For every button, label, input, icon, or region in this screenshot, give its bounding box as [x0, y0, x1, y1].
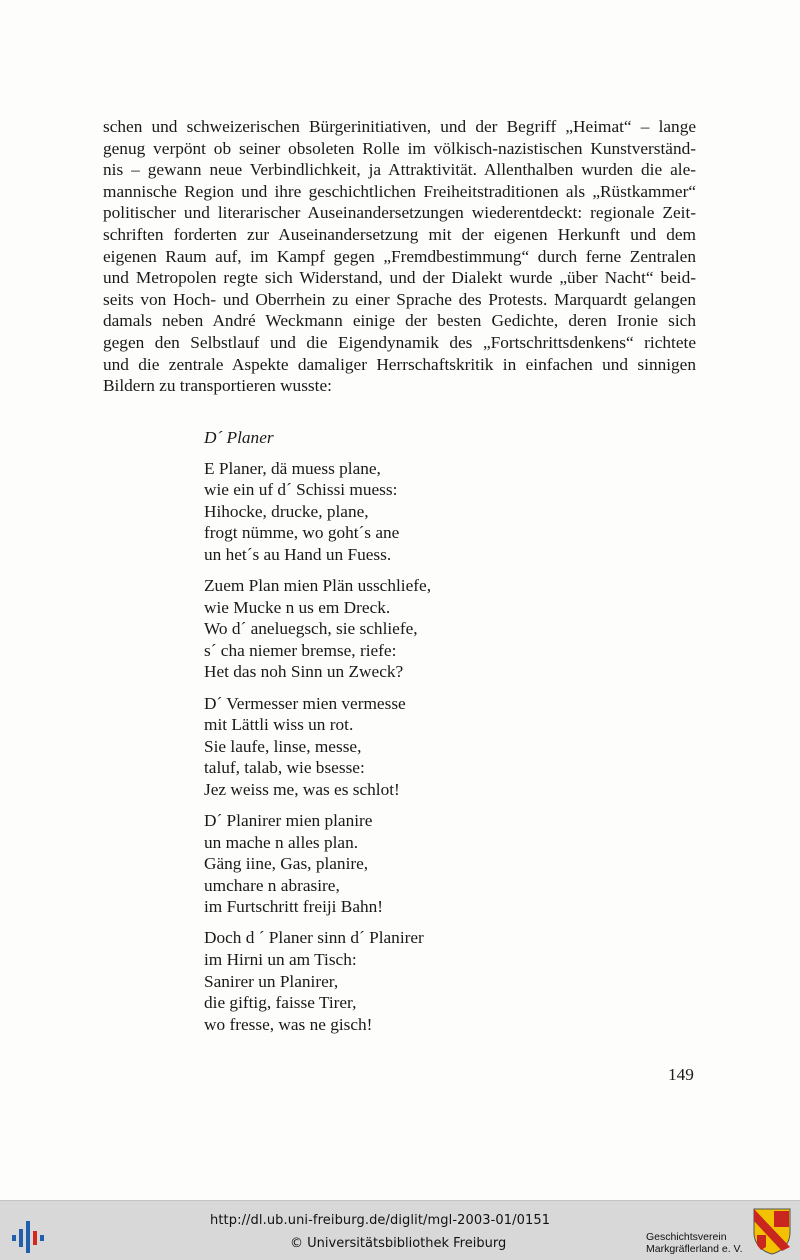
paragraph-line: und die zentrale Aspekte damaliger Herrschaftskritik in einfachen und sinnigen: [103, 354, 696, 374]
paragraph-line: Bildern zu transportieren wusste:: [103, 376, 332, 396]
poem-stanza: [204, 927, 624, 1035]
ub-freiburg-logo-icon[interactable]: [10, 1209, 52, 1255]
markgraeflerland-crest-icon[interactable]: [752, 1207, 792, 1255]
poem-verse: Gäng iine, Gas, planire,: [204, 854, 369, 874]
poem-stanza: [204, 810, 624, 918]
poem-verse: Sie laufe, linse, messe,: [204, 736, 362, 756]
paragraph-line: seits von Hoch- und Oberrhein zu einer Sprache des Protests. Marquardt gelangen: [103, 289, 696, 309]
society-name[interactable]: [646, 1231, 743, 1255]
poem-verse: Sanirer un Planirer,: [204, 971, 339, 991]
copyright-notice: © Universitätsbibliothek Freiburg: [290, 1236, 507, 1251]
poem: [204, 427, 624, 1045]
poem-verse: Zuem Plan mien Plän usschliefe,: [204, 576, 432, 596]
poem-verse: umchare n abrasire,: [204, 875, 340, 895]
paragraph-line: schriften forderten zur Auseinandersetzung mit der eigenen Herkunft und dem: [103, 224, 696, 244]
poem-verse: Hihocke, drucke, plane,: [204, 501, 369, 521]
poem-verse: Wo d´ aneluegsch, sie schliefe,: [204, 619, 418, 639]
paragraph-line: politischer und literarischer Auseinandersetzungen wiederentdeckt: regionale Zeit-: [103, 203, 696, 223]
poem-stanza: [204, 693, 624, 801]
poem-stanza: [204, 575, 624, 683]
poem-stanza: [204, 458, 624, 566]
viewer-footer: [0, 1200, 800, 1260]
poem-verse: D´ Planirer mien planire: [204, 811, 373, 830]
poem-verse: Jez weiss me, was es schlot!: [204, 779, 400, 799]
poem-verse: im Hirni un am Tisch:: [204, 950, 357, 970]
paragraph-line: damals neben André Weckmann einige der besten Gedichte, deren Ironie sich: [103, 311, 696, 331]
paragraph-line: gegen den Selbstlauf und die Eigendynamik des „Fortschrittsdenkens“ richtete: [103, 332, 696, 352]
society-name-line1: Geschichtsverein: [646, 1231, 727, 1243]
poem-stanzas: [204, 458, 624, 1036]
poem-verse: im Furtschritt freiji Bahn!: [204, 897, 384, 917]
poem-verse: wie ein uf d´ Schissi muess:: [204, 480, 398, 500]
paragraph-line: nis – gewann neue Verbindlichkeit, ja Attraktivität. Allenthalben wurden die ale-: [103, 160, 696, 180]
poem-verse: wo fresse, was ne gisch!: [204, 1014, 373, 1034]
poem-verse: mit Lättli wiss un rot.: [204, 715, 354, 735]
poem-verse: Het das noh Sinn un Zweck?: [204, 662, 404, 682]
poem-title: D´ Planer: [204, 428, 274, 447]
paragraph-line: mannische Region und ihre geschichtlichen Freiheitstraditionen als „Rüstkammer“: [103, 181, 696, 201]
paragraph-line: genug verpönt ob seiner obsoleten Rolle im völkisch-nazistischen Kunstverständ-: [103, 138, 696, 158]
poem-verse: Doch d ´ Planer sinn d´ Planirer: [204, 928, 424, 948]
society-name-line2: Markgräflerland e. V.: [646, 1243, 743, 1255]
poem-verse: frogt nümme, wo goht´s ane: [204, 523, 400, 543]
poem-verse: un het´s au Hand un Fuess.: [204, 544, 392, 564]
paragraph-line: eigenen Raum auf, im Kampf gegen „Fremdbestimmung“ durch ferne Zentralen: [103, 246, 696, 266]
poem-verse: D´ Vermesser mien vermesse: [204, 693, 406, 713]
page-number: 149: [668, 1065, 694, 1084]
poem-verse: E Planer, dä muess plane,: [204, 458, 381, 478]
document-url-link[interactable]: http://dl.ub.uni-freiburg.de/diglit/mgl-2003-01/0151: [210, 1213, 551, 1228]
poem-verse: wie Mucke n us em Dreck.: [204, 597, 391, 617]
poem-verse: die giftig, faisse Tirer,: [204, 993, 357, 1013]
body-paragraph: [103, 116, 696, 397]
poem-verse: un mache n alles plan.: [204, 832, 359, 852]
paragraph-line: und Metropolen regte sich Widerstand, und der Dialekt wurde „über Nacht“ beid-: [103, 268, 696, 288]
poem-verse: taluf, talab, wie bsesse:: [204, 758, 365, 778]
poem-verse: s´ cha niemer bremse, riefe:: [204, 640, 397, 660]
paragraph-line: schen und schweizerischen Bürgerinitiativen, und der Begriff „Heimat“ – lange: [103, 117, 696, 136]
